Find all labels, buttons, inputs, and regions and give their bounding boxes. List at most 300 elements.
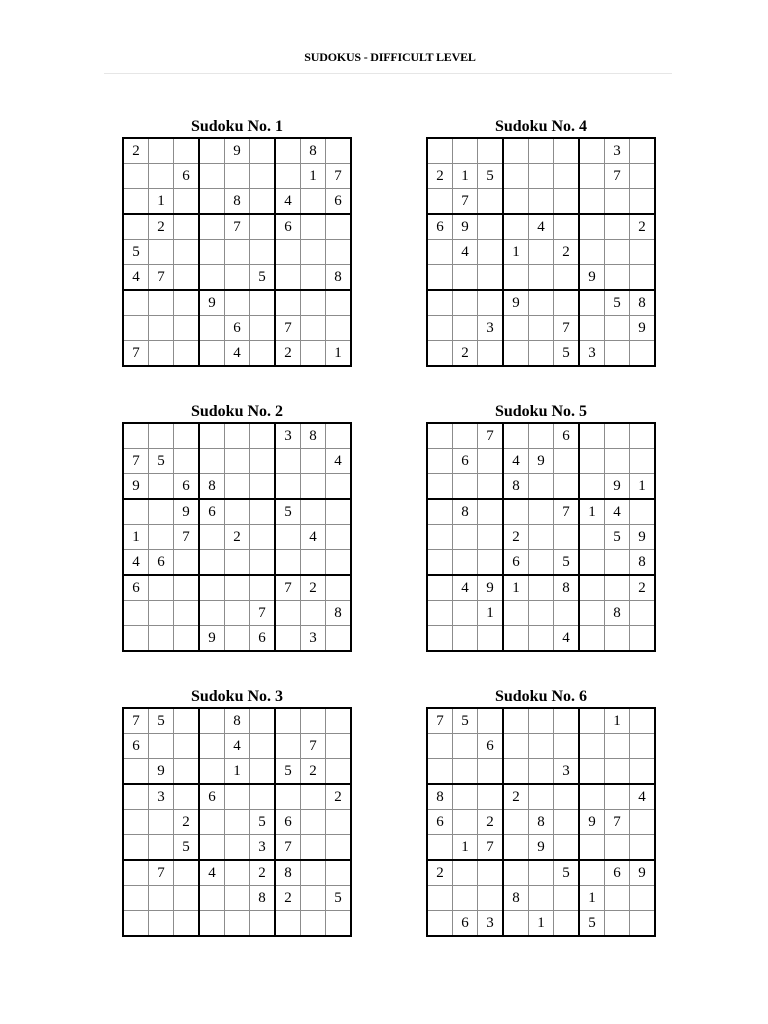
sudoku-cell bbox=[225, 784, 250, 810]
sudoku-cell bbox=[275, 240, 301, 265]
sudoku-cell bbox=[453, 316, 478, 341]
sudoku-cell bbox=[326, 423, 352, 449]
sudoku-cell bbox=[301, 550, 326, 576]
sudoku-cell bbox=[326, 860, 352, 886]
sudoku-cell bbox=[529, 240, 554, 265]
sudoku-cell: 2 bbox=[503, 784, 529, 810]
sudoku-cell bbox=[453, 138, 478, 164]
sudoku-cell bbox=[453, 265, 478, 291]
sudoku-cell bbox=[427, 474, 453, 500]
sudoku-cell bbox=[174, 550, 200, 576]
sudoku-cell bbox=[503, 499, 529, 525]
sudoku-cell: 1 bbox=[529, 911, 554, 937]
sudoku-cell bbox=[503, 164, 529, 189]
sudoku-cell bbox=[427, 911, 453, 937]
sudoku-cell bbox=[250, 474, 276, 500]
sudoku-cell bbox=[250, 240, 276, 265]
grid-row bbox=[427, 341, 655, 367]
sudoku-cell: 7 bbox=[149, 860, 174, 886]
sudoku-cell: 3 bbox=[605, 138, 630, 164]
sudoku-cell: 7 bbox=[225, 214, 250, 240]
grid-row bbox=[123, 911, 351, 937]
sudoku-cell bbox=[149, 525, 174, 550]
sudoku-cell bbox=[427, 423, 453, 449]
sudoku-cell bbox=[326, 316, 352, 341]
sudoku-grid bbox=[122, 707, 352, 937]
sudoku-cell bbox=[174, 575, 200, 601]
sudoku-cell bbox=[554, 810, 580, 835]
sudoku-cell: 1 bbox=[301, 164, 326, 189]
sudoku-cell bbox=[199, 449, 225, 474]
sudoku-cell bbox=[199, 810, 225, 835]
sudoku-cell: 9 bbox=[199, 626, 225, 652]
sudoku-cell: 3 bbox=[149, 784, 174, 810]
grid-row bbox=[123, 708, 351, 734]
sudoku-cell: 6 bbox=[199, 499, 225, 525]
sudoku-cell bbox=[275, 601, 301, 626]
sudoku-cell bbox=[199, 316, 225, 341]
sudoku-cell bbox=[123, 499, 149, 525]
sudoku-cell bbox=[326, 626, 352, 652]
sudoku-grid bbox=[426, 137, 656, 367]
sudoku-cell: 7 bbox=[301, 734, 326, 759]
sudoku-cell bbox=[275, 734, 301, 759]
sudoku-cell bbox=[605, 911, 630, 937]
sudoku-cell bbox=[250, 550, 276, 576]
sudoku-cell bbox=[250, 214, 276, 240]
sudoku-cell bbox=[605, 626, 630, 652]
grid-row bbox=[427, 423, 655, 449]
sudoku-cell bbox=[174, 708, 200, 734]
sudoku-cell bbox=[529, 290, 554, 316]
sudoku-cell bbox=[225, 240, 250, 265]
grid-row bbox=[123, 784, 351, 810]
grid-row bbox=[123, 601, 351, 626]
grid-row bbox=[427, 525, 655, 550]
sudoku-cell: 5 bbox=[275, 499, 301, 525]
sudoku-cell bbox=[149, 240, 174, 265]
sudoku-cell bbox=[503, 860, 529, 886]
grid-row bbox=[123, 265, 351, 291]
sudoku-cell bbox=[630, 423, 656, 449]
sudoku-cell bbox=[250, 734, 276, 759]
sudoku-cell: 5 bbox=[605, 290, 630, 316]
sudoku-cell: 1 bbox=[503, 240, 529, 265]
sudoku-cell: 3 bbox=[554, 759, 580, 785]
sudoku-cell: 7 bbox=[478, 835, 504, 861]
sudoku-cell bbox=[554, 138, 580, 164]
sudoku-cell bbox=[326, 835, 352, 861]
sudoku-cell bbox=[326, 290, 352, 316]
sudoku-cell bbox=[605, 835, 630, 861]
sudoku-cell: 9 bbox=[630, 860, 656, 886]
sudoku-cell bbox=[174, 189, 200, 215]
sudoku-cell bbox=[149, 626, 174, 652]
sudoku-cell: 5 bbox=[478, 164, 504, 189]
grid-row bbox=[123, 164, 351, 189]
sudoku-cell bbox=[453, 601, 478, 626]
sudoku-cell bbox=[529, 708, 554, 734]
sudoku-cell bbox=[503, 708, 529, 734]
sudoku-cell: 2 bbox=[427, 164, 453, 189]
sudoku-cell bbox=[554, 164, 580, 189]
sudoku-cell bbox=[579, 601, 605, 626]
sudoku-cell bbox=[174, 860, 200, 886]
sudoku-cell bbox=[427, 240, 453, 265]
sudoku-cell bbox=[199, 164, 225, 189]
sudoku-cell bbox=[250, 784, 276, 810]
sudoku-cell bbox=[326, 911, 352, 937]
sudoku-cell: 3 bbox=[478, 911, 504, 937]
sudoku-cell bbox=[529, 601, 554, 626]
sudoku-cell bbox=[427, 341, 453, 367]
grid-row bbox=[427, 575, 655, 601]
sudoku-cell: 6 bbox=[478, 734, 504, 759]
sudoku-cell: 8 bbox=[503, 474, 529, 500]
sudoku-cell bbox=[275, 265, 301, 291]
sudoku-cell bbox=[554, 189, 580, 215]
sudoku-cell bbox=[199, 601, 225, 626]
grid-row bbox=[427, 240, 655, 265]
sudoku-cell bbox=[149, 734, 174, 759]
sudoku-cell: 9 bbox=[149, 759, 174, 785]
sudoku-cell: 5 bbox=[326, 886, 352, 911]
sudoku-cell bbox=[503, 626, 529, 652]
sudoku-cell bbox=[579, 164, 605, 189]
sudoku-cell bbox=[174, 759, 200, 785]
sudoku-cell: 8 bbox=[199, 474, 225, 500]
sudoku-cell bbox=[174, 626, 200, 652]
grid-row bbox=[123, 474, 351, 500]
sudoku-cell bbox=[630, 886, 656, 911]
sudoku-cell: 3 bbox=[301, 626, 326, 652]
sudoku-cell bbox=[199, 240, 225, 265]
sudoku-cell: 8 bbox=[529, 810, 554, 835]
sudoku-cell bbox=[478, 499, 504, 525]
sudoku-cell bbox=[630, 626, 656, 652]
sudoku-cell bbox=[630, 240, 656, 265]
sudoku-cell bbox=[478, 886, 504, 911]
sudoku-cell: 4 bbox=[225, 341, 250, 367]
grid-row bbox=[123, 759, 351, 785]
sudoku-cell bbox=[326, 734, 352, 759]
sudoku-cell bbox=[149, 835, 174, 861]
sudoku-puzzle-3 bbox=[122, 687, 352, 937]
sudoku-cell bbox=[529, 759, 554, 785]
sudoku-cell: 2 bbox=[275, 341, 301, 367]
sudoku-cell bbox=[250, 423, 276, 449]
sudoku-cell bbox=[427, 316, 453, 341]
grid-row bbox=[123, 835, 351, 861]
sudoku-cell bbox=[529, 499, 554, 525]
sudoku-cell bbox=[123, 214, 149, 240]
sudoku-cell: 4 bbox=[275, 189, 301, 215]
sudoku-cell bbox=[630, 189, 656, 215]
sudoku-cell bbox=[301, 341, 326, 367]
sudoku-cell bbox=[630, 449, 656, 474]
sudoku-cell bbox=[199, 265, 225, 291]
sudoku-cell bbox=[453, 860, 478, 886]
sudoku-cell: 5 bbox=[123, 240, 149, 265]
sudoku-cell bbox=[149, 499, 174, 525]
sudoku-cell bbox=[453, 626, 478, 652]
sudoku-cell bbox=[174, 911, 200, 937]
sudoku-cell bbox=[301, 860, 326, 886]
sudoku-cell bbox=[326, 759, 352, 785]
sudoku-cell: 7 bbox=[275, 835, 301, 861]
sudoku-cell: 6 bbox=[503, 550, 529, 576]
sudoku-cell: 4 bbox=[453, 240, 478, 265]
sudoku-cell: 2 bbox=[427, 860, 453, 886]
sudoku-cell: 2 bbox=[326, 784, 352, 810]
sudoku-cell bbox=[326, 138, 352, 164]
sudoku-cell bbox=[301, 474, 326, 500]
sudoku-cell bbox=[427, 835, 453, 861]
sudoku-cell: 3 bbox=[275, 423, 301, 449]
grid-row bbox=[123, 341, 351, 367]
sudoku-grid bbox=[426, 707, 656, 937]
sudoku-cell bbox=[427, 449, 453, 474]
sudoku-puzzle-1 bbox=[122, 117, 352, 367]
sudoku-cell: 6 bbox=[123, 734, 149, 759]
sudoku-cell bbox=[174, 290, 200, 316]
sudoku-cell bbox=[478, 525, 504, 550]
sudoku-cell bbox=[250, 341, 276, 367]
sudoku-cell: 8 bbox=[225, 189, 250, 215]
sudoku-cell bbox=[630, 164, 656, 189]
sudoku-cell bbox=[529, 784, 554, 810]
sudoku-cell: 6 bbox=[275, 810, 301, 835]
sudoku-cell bbox=[199, 550, 225, 576]
sudoku-cell bbox=[554, 911, 580, 937]
sudoku-cell: 8 bbox=[250, 886, 276, 911]
sudoku-cell bbox=[579, 734, 605, 759]
sudoku-cell bbox=[275, 164, 301, 189]
sudoku-cell: 6 bbox=[605, 860, 630, 886]
sudoku-cell bbox=[326, 474, 352, 500]
sudoku-cell: 7 bbox=[275, 316, 301, 341]
sudoku-cell bbox=[579, 525, 605, 550]
sudoku-cell bbox=[605, 449, 630, 474]
sudoku-cell bbox=[478, 550, 504, 576]
sudoku-cell bbox=[326, 810, 352, 835]
sudoku-cell: 3 bbox=[478, 316, 504, 341]
sudoku-cell bbox=[427, 734, 453, 759]
sudoku-cell: 2 bbox=[554, 240, 580, 265]
sudoku-cell bbox=[554, 708, 580, 734]
grid-row bbox=[427, 759, 655, 785]
page-title: SUDOKUS - DIFFICULT LEVEL bbox=[304, 50, 476, 64]
sudoku-cell bbox=[503, 316, 529, 341]
grid-row bbox=[427, 886, 655, 911]
sudoku-cell: 1 bbox=[326, 341, 352, 367]
sudoku-cell bbox=[478, 449, 504, 474]
sudoku-cell bbox=[630, 265, 656, 291]
sudoku-cell bbox=[301, 708, 326, 734]
sudoku-cell bbox=[123, 886, 149, 911]
sudoku-cell bbox=[199, 138, 225, 164]
sudoku-cell bbox=[554, 290, 580, 316]
sudoku-cell: 5 bbox=[579, 911, 605, 937]
sudoku-cell bbox=[123, 189, 149, 215]
sudoku-cell bbox=[149, 911, 174, 937]
sudoku-cell bbox=[225, 860, 250, 886]
sudoku-cell: 9 bbox=[225, 138, 250, 164]
grid-row bbox=[427, 214, 655, 240]
grid-row bbox=[123, 290, 351, 316]
sudoku-cell bbox=[427, 886, 453, 911]
puzzle-title: Sudoku No. 2 bbox=[190, 403, 284, 420]
sudoku-cell bbox=[529, 626, 554, 652]
sudoku-cell: 2 bbox=[123, 138, 149, 164]
sudoku-cell: 7 bbox=[605, 810, 630, 835]
sudoku-puzzle-6 bbox=[426, 687, 656, 937]
sudoku-cell bbox=[225, 474, 250, 500]
sudoku-cell bbox=[250, 911, 276, 937]
sudoku-cell: 6 bbox=[275, 214, 301, 240]
sudoku-cell bbox=[529, 525, 554, 550]
sudoku-cell bbox=[453, 423, 478, 449]
sudoku-cell: 5 bbox=[605, 525, 630, 550]
sudoku-cell bbox=[478, 626, 504, 652]
sudoku-cell bbox=[605, 189, 630, 215]
grid-row bbox=[427, 164, 655, 189]
sudoku-cell: 2 bbox=[453, 341, 478, 367]
sudoku-cell: 8 bbox=[301, 138, 326, 164]
sudoku-cell: 6 bbox=[250, 626, 276, 652]
sudoku-cell bbox=[301, 886, 326, 911]
sudoku-cell: 6 bbox=[149, 550, 174, 576]
sudoku-cell bbox=[149, 423, 174, 449]
sudoku-cell: 8 bbox=[427, 784, 453, 810]
grid-row bbox=[123, 810, 351, 835]
sudoku-cell bbox=[199, 734, 225, 759]
sudoku-cell: 4 bbox=[630, 784, 656, 810]
sudoku-cell bbox=[225, 265, 250, 291]
sudoku-cell bbox=[579, 759, 605, 785]
sudoku-cell bbox=[529, 474, 554, 500]
grid-row bbox=[123, 860, 351, 886]
sudoku-cell bbox=[275, 784, 301, 810]
grid-row bbox=[123, 138, 351, 164]
sudoku-cell bbox=[478, 240, 504, 265]
grid-row bbox=[427, 784, 655, 810]
sudoku-cell: 5 bbox=[554, 860, 580, 886]
sudoku-cell bbox=[427, 759, 453, 785]
sudoku-cell bbox=[503, 138, 529, 164]
sudoku-cell bbox=[554, 525, 580, 550]
sudoku-cell: 6 bbox=[225, 316, 250, 341]
sudoku-cell: 9 bbox=[529, 835, 554, 861]
grid-row bbox=[123, 240, 351, 265]
sudoku-cell bbox=[579, 550, 605, 576]
sudoku-cell bbox=[250, 708, 276, 734]
sudoku-cell bbox=[225, 499, 250, 525]
sudoku-cell bbox=[149, 810, 174, 835]
sudoku-cell: 8 bbox=[554, 575, 580, 601]
sudoku-cell bbox=[605, 734, 630, 759]
title-divider bbox=[104, 73, 672, 74]
sudoku-cell bbox=[478, 341, 504, 367]
sudoku-cell bbox=[579, 860, 605, 886]
sudoku-cell: 1 bbox=[605, 708, 630, 734]
grid-row bbox=[427, 449, 655, 474]
sudoku-puzzle-4 bbox=[426, 117, 656, 367]
sudoku-cell bbox=[250, 575, 276, 601]
sudoku-cell: 7 bbox=[174, 525, 200, 550]
sudoku-cell: 1 bbox=[503, 575, 529, 601]
sudoku-cell bbox=[630, 601, 656, 626]
sudoku-cell bbox=[503, 265, 529, 291]
sudoku-cell: 5 bbox=[149, 449, 174, 474]
sudoku-cell bbox=[605, 886, 630, 911]
sudoku-cell: 1 bbox=[579, 886, 605, 911]
sudoku-cell bbox=[554, 265, 580, 291]
sudoku-grid bbox=[122, 422, 352, 652]
sudoku-cell bbox=[579, 575, 605, 601]
sudoku-cell: 8 bbox=[630, 290, 656, 316]
sudoku-cell: 1 bbox=[123, 525, 149, 550]
sudoku-cell bbox=[275, 290, 301, 316]
sudoku-cell bbox=[579, 189, 605, 215]
sudoku-cell bbox=[275, 550, 301, 576]
sudoku-cell: 2 bbox=[301, 759, 326, 785]
sudoku-cell bbox=[123, 759, 149, 785]
sudoku-cell bbox=[123, 784, 149, 810]
puzzle-title: Sudoku No. 3 bbox=[190, 688, 284, 705]
grid-row bbox=[123, 423, 351, 449]
sudoku-cell bbox=[149, 164, 174, 189]
sudoku-cell bbox=[554, 449, 580, 474]
sudoku-cell: 6 bbox=[123, 575, 149, 601]
grid-row bbox=[427, 499, 655, 525]
grid-row bbox=[427, 835, 655, 861]
sudoku-cell bbox=[605, 214, 630, 240]
sudoku-cell: 9 bbox=[605, 474, 630, 500]
sudoku-cell: 8 bbox=[301, 423, 326, 449]
sudoku-cell bbox=[503, 189, 529, 215]
sudoku-cell: 7 bbox=[123, 341, 149, 367]
sudoku-cell bbox=[199, 575, 225, 601]
sudoku-cell bbox=[225, 550, 250, 576]
sudoku-puzzle-5 bbox=[426, 402, 656, 652]
sudoku-cell bbox=[529, 265, 554, 291]
sudoku-cell bbox=[579, 474, 605, 500]
sudoku-cell: 9 bbox=[199, 290, 225, 316]
sudoku-cell: 7 bbox=[554, 499, 580, 525]
sudoku-cell: 7 bbox=[275, 575, 301, 601]
sudoku-cell bbox=[453, 525, 478, 550]
sudoku-cell bbox=[174, 886, 200, 911]
sudoku-cell: 9 bbox=[478, 575, 504, 601]
sudoku-cell bbox=[427, 525, 453, 550]
sudoku-cell bbox=[453, 759, 478, 785]
grid-row bbox=[427, 601, 655, 626]
grid-row bbox=[123, 886, 351, 911]
sudoku-cell bbox=[149, 601, 174, 626]
sudoku-cell: 6 bbox=[453, 911, 478, 937]
sudoku-cell: 1 bbox=[149, 189, 174, 215]
sudoku-cell: 7 bbox=[453, 189, 478, 215]
sudoku-cell bbox=[630, 810, 656, 835]
sudoku-cell bbox=[478, 290, 504, 316]
grid-row bbox=[427, 860, 655, 886]
sudoku-cell bbox=[605, 550, 630, 576]
sudoku-cell bbox=[174, 138, 200, 164]
sudoku-cell: 6 bbox=[199, 784, 225, 810]
sudoku-cell bbox=[579, 290, 605, 316]
sudoku-cell bbox=[301, 449, 326, 474]
